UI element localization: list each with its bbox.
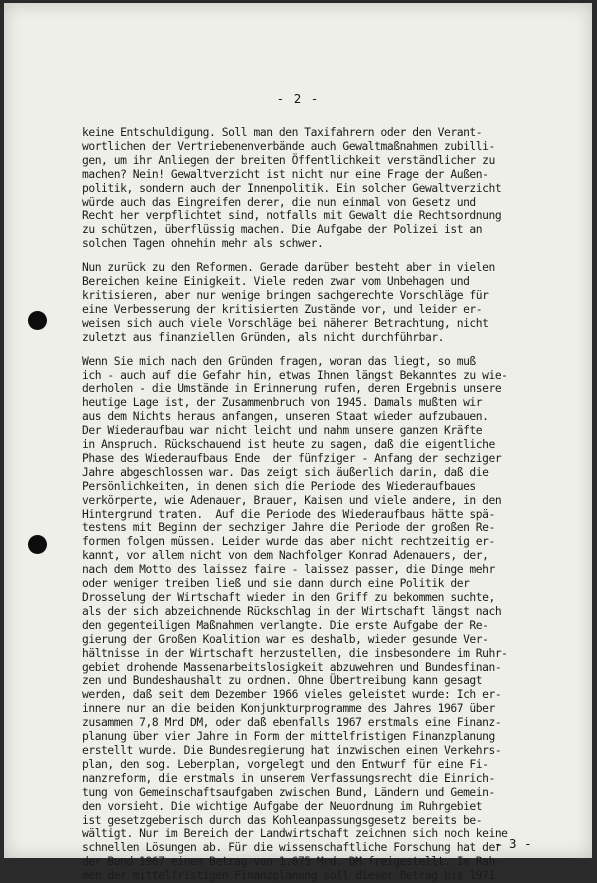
text-line: nach dem Motto des laissez faire - laissez passer, die Dinge mehr (82, 563, 495, 577)
text-line: kritisieren, aber nur wenige bringen sachgerechte Vorschläge für (82, 288, 489, 302)
text-line: schnellen Lösungen ab. Für die wissenschaftliche Forschung hat der (82, 841, 502, 855)
text-line: plan, den sog. Leberplan, vorgelegt und den Entwurf für eine Fi- (82, 757, 489, 771)
text-line: derholen - die Umstände in Erinnerung rufen, deren Ergebnis unsere (82, 382, 502, 396)
text-line: innere nur an die beiden Konjunkturprogramme des Jahres 1967 über (82, 702, 495, 716)
text-line: Jahre abgeschlossen war. Das zeigt sich äußerlich darin, daß die (82, 465, 489, 479)
text-line: machen? Nein! Gewaltverzicht ist nicht nur eine Frage der Außen- (82, 167, 489, 181)
text-line: keine Entschuldigung. Soll man den Taxifahrern oder den Verant- (82, 126, 483, 139)
text-line: wältigt. Nur im Bereich der Landwirtschaft zeichnen sich noch keine (82, 827, 508, 841)
text-line: oder weniger treiben ließ und sie dann durch eine Politik der (82, 577, 470, 591)
text-line: als der sich abzeichnende Rückschlag in der Wirtschaft längst nach (82, 604, 502, 618)
text-line: hältnisse in der Wirtschaft herzustellen, die insbesondere im Ruhr- (82, 646, 508, 660)
text-line: Hintergrund traten. Auf die Periode des Wiederaufbaus hätte spä- (82, 507, 495, 521)
text-line: in Anspruch. Rückschauend ist heute zu sagen, daß die eigentliche (82, 438, 495, 452)
text-line: der Bund 1967 einen Betrag von 1,675 Mrd. DM freigestellt. Im Rah- (82, 855, 502, 869)
text-line: zuletzt aus finanziellen Gründen, als nicht durchführbar. (82, 330, 445, 344)
text-line: Phase des Wiederaufbaus Ende der fünfziger - Anfang der sechziger (82, 451, 502, 465)
text-line: Der Wiederaufbau war nicht leicht und nahm unsere ganzen Kräfte (82, 424, 483, 438)
continuation-page-number: - 3 - (494, 836, 532, 851)
text-line: Recht her verpflichtet sind, notfalls mit Gewalt die Rechtsordnung (82, 209, 502, 223)
text-line: den vorsieht. Die wichtige Aufgabe der Neuordnung im Ruhrgebiet (82, 799, 483, 813)
text-line: men der mittelfristigen Finanzplanung soll dieser Betrag bis 1971 (82, 869, 495, 883)
text-line: planung über vier Jahre in Form der mittelfristigen Finanzplanung (82, 730, 495, 744)
text-line: gen, um ihr Anliegen der breiten Öffentlichkeit verständlicher zu (82, 153, 495, 167)
text-line: politik, sondern auch der Innenpolitik. Ein solcher Gewaltverzicht (82, 181, 502, 195)
text-line: Drosselung der Wirtschaft wieder in den Griff zu bekommen suchte, (82, 591, 495, 604)
text-line: solchen Tagen ohnehin mehr als schwer. (82, 237, 324, 251)
paragraph (82, 355, 572, 883)
text-line: den gegenteiligen Maßnahmen verlangte. Die erste Aufgabe der Re- (82, 618, 489, 632)
paragraph (82, 261, 572, 344)
paragraph (82, 126, 572, 251)
text-line: ich - auch auf die Gefahr hin, etwas Ihnen längst Bekanntes zu wie- (82, 368, 508, 382)
text-line: testens mit Beginn der sechziger Jahre die Periode der großen Re- (82, 521, 495, 535)
text-line: Bereichen keine Einigkeit. Viele reden zwar vom Unbehagen und (82, 275, 470, 289)
text-line: Wenn Sie mich nach den Gründen fragen, woran das liegt, so muß (82, 354, 476, 368)
text-line: weisen sich auch viele Vorschläge bei näherer Betrachtung, nicht (82, 316, 489, 330)
text-line: zusammen 7,8 Mrd DM, oder daß ebenfalls 1967 erstmals eine Finanz- (82, 716, 502, 730)
text-line: würde auch das Eingreifen derer, die nun einmal von Gesetz und (82, 195, 476, 209)
text-line: Persönlichkeiten, in denen sich die Periode des Wiederaufbaues (82, 479, 476, 493)
text-line: ist gesetzgeberisch durch das Kohleanpassungsgesetz bereits be- (82, 813, 483, 827)
text-line: erstellt wurde. Die Bundesregierung hat inzwischen einen Verkehrs- (82, 743, 502, 757)
document-page (4, 3, 592, 883)
body-text (82, 126, 572, 883)
text-line: Nun zurück zu den Reformen. Gerade darüber besteht aber in vielen (82, 261, 495, 275)
text-line: zu schützen, überflüssig machen. Die Aufgabe der Polizei ist an (82, 223, 483, 237)
text-line: gebiet drohende Massenarbeitslosigkeit abzuwehren und Bundesfinan- (82, 660, 502, 674)
text-line: aus dem Nichts heraus anfangen, unseren Staat wieder aufzubauen. (82, 410, 489, 424)
punch-hole-lower (28, 535, 47, 554)
text-line: kannt, vor allem nicht von dem Nachfolger Konrad Adenauers, der, (82, 549, 489, 563)
text-line: verkörperte, wie Adenauer, Brauer, Kaisen und viele andere, in den (82, 493, 502, 507)
text-line: nanzreform, die erstmals in unserem Verfassungsrecht die Einrich- (82, 771, 495, 785)
text-line: wortlichen der Vertriebenenverbände auch Gewaltmaßnahmen zubilli- (82, 139, 495, 153)
page-number: - 2 - (276, 91, 320, 106)
text-line: tung von Gemeinschaftsaufgaben zwischen Bund, Ländern und Gemein- (82, 785, 495, 799)
text-line: zen und Bundeshaushalt zu ordnen. Ohne Übertreibung kann gesagt (82, 674, 483, 688)
text-line: heutige Lage ist, der Zusammenbruch von 1945. Damals mußten wir (82, 396, 483, 410)
punch-hole-upper (28, 311, 47, 330)
text-line: werden, daß seit dem Dezember 1966 vieles geleistet wurde: Ich er- (82, 688, 502, 702)
text-line: formen folgen müssen. Leider wurde das aber nicht rechtzeitig er- (82, 535, 495, 549)
text-line: gierung der Großen Koalition war es deshalb, wieder gesunde Ver- (82, 632, 489, 646)
text-line: eine Verbesserung der kritisierten Zustände vor, und leider er- (82, 302, 483, 316)
